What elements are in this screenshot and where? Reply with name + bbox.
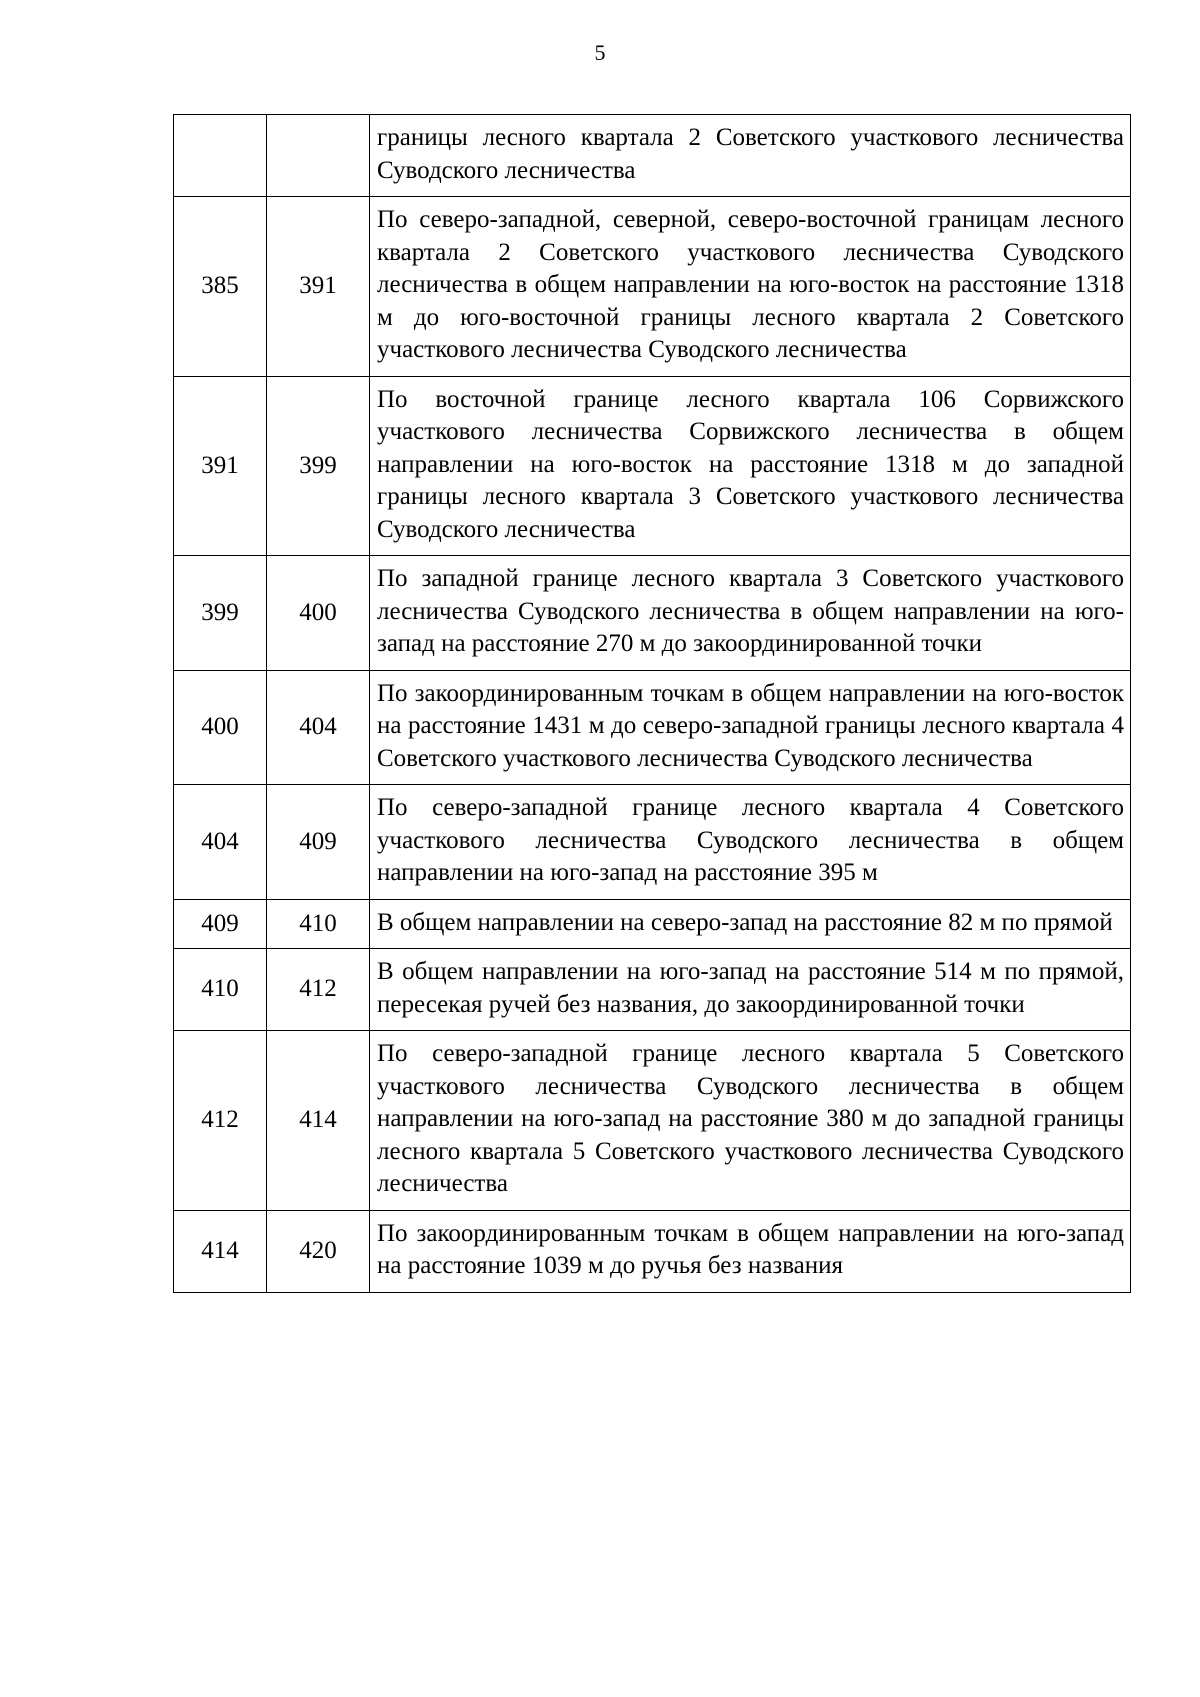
table-row: [174, 115, 1131, 197]
from-point-cell: [174, 115, 267, 197]
description-cell: По восточной границе лесного квартала 106 Сорвижского участкового лесничества Сорвижского лесничества в общем направлении на юго-восток на расстояние 1318 м до западной границы лесного квартала 3 Советского участкового лесничества Суводского лесничества: [370, 376, 1131, 556]
description-cell: В общем направлении на юго-запад на расстояние 514 м по прямой, пересекая ручей без названия, до закоординированной точки: [370, 949, 1131, 1031]
description-cell: По северо-западной границе лесного квартала 5 Советского участкового лесничества Суводского лесничества в общем направлении на юго-запад на расстояние 380 м до западной границы лесного квартала 5 Советского участкового лесничества Суводского лесничества: [370, 1031, 1131, 1211]
to-point-cell: 412: [267, 949, 370, 1031]
description-cell: По западной границе лесного квартала 3 Советского участкового лесничества Суводского лесничества в общем направлении на юго-запад на расстояние 270 м до закоординированной точки: [370, 556, 1131, 671]
description-cell: По северо-западной границе лесного квартала 4 Советского участкового лесничества Суводского лесничества в общем направлении на юго-запад на расстояние 395 м: [370, 785, 1131, 900]
table-row: [174, 670, 1131, 785]
to-point-cell: 420: [267, 1210, 370, 1292]
to-point-cell: 391: [267, 197, 370, 377]
table-row: [174, 949, 1131, 1031]
to-point-cell: 414: [267, 1031, 370, 1211]
description-cell: В общем направлении на северо-запад на расстояние 82 м по прямой: [370, 899, 1131, 949]
from-point-cell: 400: [174, 670, 267, 785]
description-cell: границы лесного квартала 2 Советского участкового лесничества Суводского лесничества: [370, 115, 1131, 197]
from-point-cell: 410: [174, 949, 267, 1031]
from-point-cell: 385: [174, 197, 267, 377]
table-row: [174, 376, 1131, 556]
from-point-cell: 412: [174, 1031, 267, 1211]
description-cell: По северо-западной, северной, северо-восточной границам лесного квартала 2 Советского участкового лесничества Суводского лесничества в общем направлении на юго-восток на расстояние 1318 м до юго-восточной границы лесного квартала 2 Советского участкового лесничества Суводского лесничества: [370, 197, 1131, 377]
table-row: [174, 1031, 1131, 1211]
from-point-cell: 414: [174, 1210, 267, 1292]
to-point-cell: 399: [267, 376, 370, 556]
to-point-cell: 404: [267, 670, 370, 785]
description-cell: По закоординированным точкам в общем направлении на юго-восток на расстояние 1431 м до северо-западной границы лесного квартала 4 Советского участкового лесничества Суводского лесничества: [370, 670, 1131, 785]
from-point-cell: 391: [174, 376, 267, 556]
table-row: [174, 785, 1131, 900]
to-point-cell: 400: [267, 556, 370, 671]
from-point-cell: 409: [174, 899, 267, 949]
page-number: 5: [594, 40, 606, 65]
boundary-table: [173, 114, 1131, 1293]
table-row: [174, 556, 1131, 671]
from-point-cell: 399: [174, 556, 267, 671]
to-point-cell: 410: [267, 899, 370, 949]
description-cell: По закоординированным точкам в общем направлении на юго-запад на расстояние 1039 м до ручья без названия: [370, 1210, 1131, 1292]
to-point-cell: [267, 115, 370, 197]
from-point-cell: 404: [174, 785, 267, 900]
to-point-cell: 409: [267, 785, 370, 900]
table-row: [174, 1210, 1131, 1292]
table-row: [174, 197, 1131, 377]
table-row: [174, 899, 1131, 949]
